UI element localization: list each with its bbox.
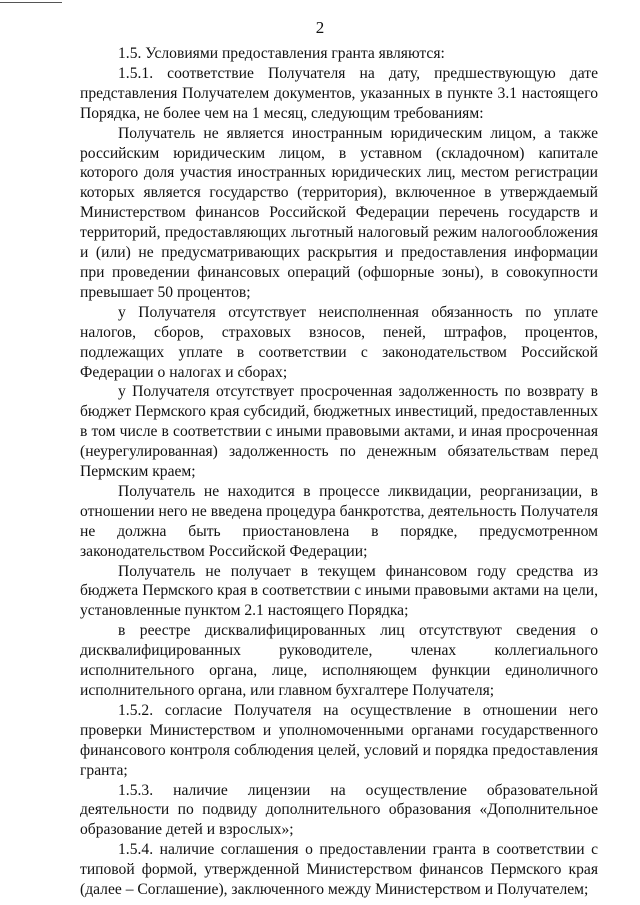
page-number: 2 [315,18,325,37]
document-body [80,44,598,900]
paragraph-not-foreign-entity: Получатель не является иностранным юридическим лицом, а также российским юридическим лицом, в уставном (складочном) капитале которого доля участия иностранных юридических лиц, местом регистрации которых является государство (территория), включенное в утверждаемый Министерством финансов Российской Федерации перечень государств и территорий, предоставляющих льготный налоговый режим налогообложения и (или) не предусматривающих раскрытия и предоставления информации при проведении финансовых операций (офшорные зоны), в совокупности превышает 50 процентов; [80,124,598,301]
paragraph-no-other-funds: Получатель не получает в текущем финансовом году средства из бюджета Пермского края в соответствии с иными правовыми актами на цели, установленные пунктом 2.1 настоящего Порядка; [80,562,598,620]
paragraph-1-5-3: 1.5.3. наличие лицензии на осуществление образовательной деятельности по подвиду дополнительного образования «Дополнительное образование детей и взрослых»; [80,781,598,839]
paragraph-1-5-4: 1.5.4. наличие соглашения о предоставлении гранта в соответствии с типовой формой, утвержденной Министерством финансов Пермского края (далее – Соглашение), заключенного между Министерством и Получателем; [80,841,598,899]
top-rule [0,2,62,3]
paragraph-no-tax-debt: у Получателя отсутствует неисполненная обязанность по уплате налогов, сборов, страховых взносов, пеней, штрафов, процентов, подлежащих уплате в соответствии с законодательством Российской Федерации о налогах и сборах; [80,303,598,381]
paragraph-1-5: 1.5. Условиями предоставления гранта являются: [118,45,445,62]
paragraph-no-overdue-debt: у Получателя отсутствует просроченная задолженность по возврату в бюджет Пермского края субсидий, бюджетных инвестиций, предоставленных в том числе в соответствии с иными правовыми актами, и иная просроченная (неурегулированная) задолженность по денежным обязательствам перед Пермским краем; [80,383,598,481]
paragraph-1-5-1: 1.5.1. соответствие Получателя на дату, предшествующую дате представления Получателем документов, указанных в пункте 3.1 настоящего Порядка, не более чем на 1 месяц, следующим требованиям: [80,64,598,122]
paragraph-disqualified-registry: в реестре дисквалифицированных лиц отсутствуют сведения о дисквалифицированных руководителе, членах коллегиального исполнительного органа, лице, исполняющем функции единоличного исполнительного органа, или главном бухгалтере Получателя; [80,622,598,699]
paragraph-1-5-2: 1.5.2. согласие Получателя на осуществление в отношении него проверки Министерством и уполномоченными органами государственного финансового контроля соблюдения целей, условий и порядка предоставления гранта; [80,701,598,779]
paragraph-not-liquidated: Получатель не находится в процессе ликвидации, реорганизации, в отношении него не введена процедура банкротства, деятельность Получателя не должна быть приостановлена в порядке, предусмотренном законодательством Российской Федерации; [80,482,598,560]
